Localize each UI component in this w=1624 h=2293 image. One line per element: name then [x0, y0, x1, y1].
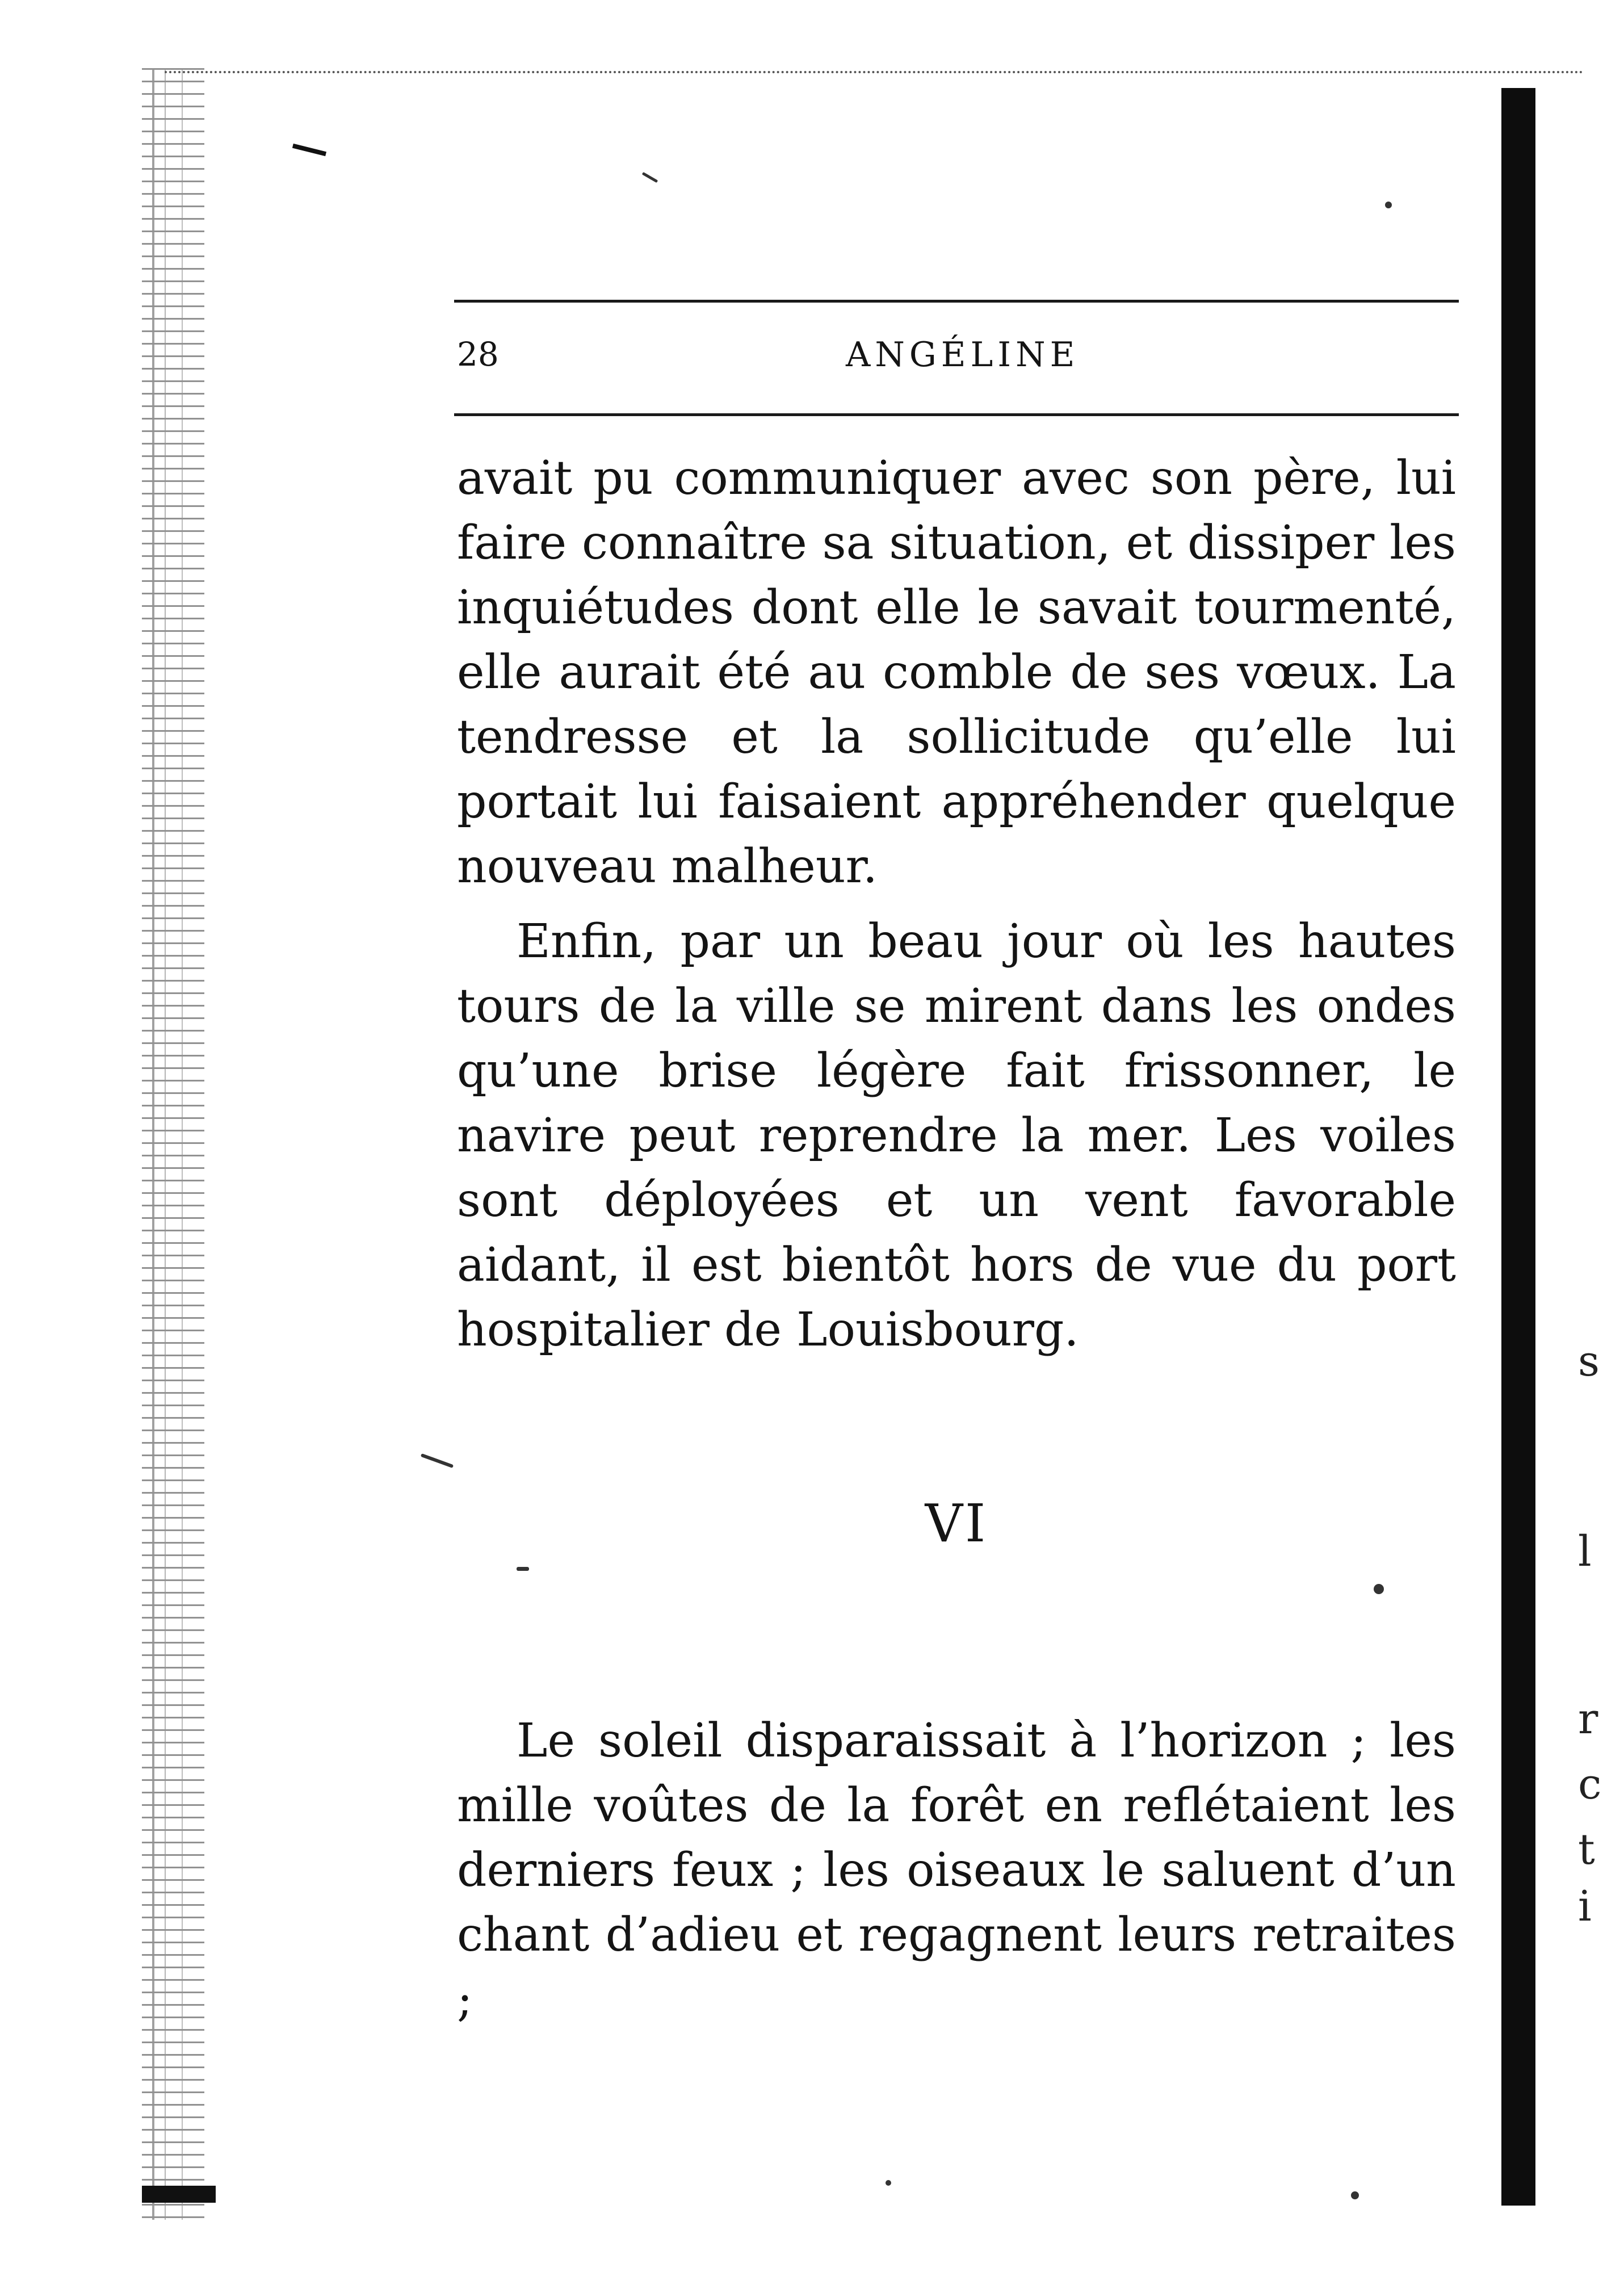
- speck: [1374, 1584, 1384, 1594]
- fragment: l: [1578, 1527, 1592, 1576]
- stray-mark: [292, 144, 326, 156]
- speck: [1351, 2191, 1359, 2199]
- running-title: ANGÉLINE: [846, 335, 1080, 375]
- fragment: r: [1578, 1695, 1598, 1743]
- scan-top-edge: [165, 71, 1584, 73]
- speck: [886, 2180, 891, 2186]
- fragment: t: [1578, 1825, 1595, 1874]
- fragment: s: [1578, 1337, 1600, 1386]
- paragraph: Enfin, par un beau jour où les hautes tours de la ville se mirent dans les ondes qu’une brise légère fait frissonner, le navire peut reprendre la mer. Les voiles sont déployées et un vent favorable aidant, il est bientôt hors de vue du port hospitalier de Louisbourg.: [457, 915, 1456, 1357]
- paragraph: Le soleil disparaissait à l’horizon ; les mille voûtes de la forêt en reflétaient les derniers feux ; les oiseaux le saluent d’un chant d’adieu et regagnent leurs retraites ;: [457, 1714, 1456, 2027]
- chapter-heading: VI: [925, 1493, 988, 1554]
- binding-mark: [142, 2186, 216, 2203]
- paragraph-continued: avait pu communiquer avec son père, lui faire connaître sa situation, et dissiper les inquiétudes dont elle le savait tourmenté, elle aurait été au comble de ses vœux. La tendresse et la sollicitude qu’elle lui portait lui faisaient appréhender quelque nouveau malheur.: [457, 451, 1456, 894]
- speck: [421, 1453, 454, 1468]
- text-block-2: [457, 1709, 1456, 2032]
- page-number: 28: [457, 335, 499, 374]
- gutter-shadow: [1501, 88, 1535, 2206]
- header-rule-top: [454, 300, 1459, 303]
- speck: [642, 172, 658, 183]
- fragment: c: [1578, 1760, 1602, 1809]
- speck: [517, 1567, 529, 1571]
- header-rule-bottom: [454, 413, 1459, 416]
- page-edge-left: [142, 68, 204, 2220]
- text-block-1: [457, 446, 1456, 1363]
- speck: [1385, 202, 1392, 208]
- fragment: i: [1578, 1882, 1592, 1931]
